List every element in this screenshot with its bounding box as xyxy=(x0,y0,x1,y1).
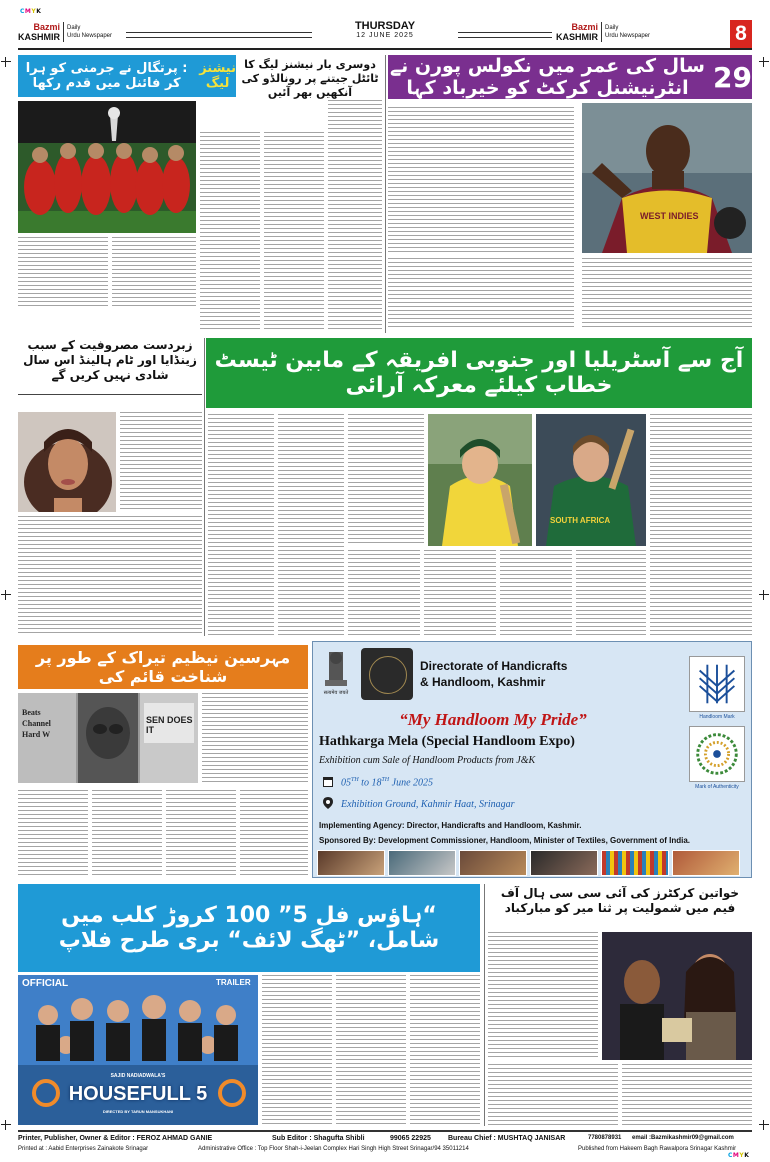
article-text xyxy=(388,107,574,255)
ad-dates: 05TH to 18TH June 2025 xyxy=(341,777,434,789)
article-text xyxy=(650,414,752,636)
product-thumbnail xyxy=(317,850,385,876)
product-thumbnail xyxy=(601,850,669,876)
brand-name: Bazmi xyxy=(33,22,60,32)
ad-sponsor: Sponsored By: Development Commissioner, Handloom, Minister of Textiles, Government of India. xyxy=(319,836,691,845)
emblem-caption: सत्यमेव जयते xyxy=(323,690,349,696)
hall-of-fame-headline: خواتین کرکٹرز کی آئی سی سی ہال آف فیم میں شمولیت پر ثنا میر کو مبارکباد xyxy=(500,886,740,915)
article-text xyxy=(348,414,424,546)
article-text xyxy=(240,790,308,876)
product-thumbnail xyxy=(672,850,740,876)
article-text xyxy=(622,1064,752,1126)
product-thumbnail xyxy=(388,850,456,876)
article-text xyxy=(92,790,162,876)
tagline: Urdu Newspaper xyxy=(605,33,651,39)
nations-league-label: نیشنز لیگ xyxy=(199,61,236,91)
housefull-banner xyxy=(18,884,480,972)
handloom-mark-logo xyxy=(689,656,745,712)
tagline: Urdu Newspaper xyxy=(67,33,113,39)
ad-venue: Exhibition Ground, Kahmir Haat, Srinagar xyxy=(341,799,515,810)
ad-slogan: “My Handloom My Pride” xyxy=(399,710,587,729)
footer-phone: 99065 22925 xyxy=(390,1135,431,1142)
ronaldo-headline: دوسری بار نیشنز لیگ کا ٹائٹل جیتنے پر رونالڈو کی آنکھیں بھر آئیں xyxy=(241,58,379,99)
footer-published: Published from Hakeem Bagh Rawalpora Srinagar Kashmir xyxy=(578,1146,737,1152)
article-text xyxy=(18,790,88,876)
article-text xyxy=(202,693,308,785)
footer-office: Administrative Office : Top Floor Shah-i-Jeelan Complex Hari Singh High Street Srinagar/94 35011214 xyxy=(198,1146,469,1152)
pooran-age-number: 29 xyxy=(713,60,752,94)
footer-email: email :Bazmikashmir09@gmail.com xyxy=(632,1135,734,1141)
poster-text: Beats Channel Hard W xyxy=(22,708,51,739)
calendar-icon xyxy=(323,775,333,787)
pooran-headline-banner xyxy=(388,55,752,99)
article-text xyxy=(388,258,574,328)
crop-mark xyxy=(759,57,769,67)
crop-mark xyxy=(1,57,11,67)
footer-bureau: Bureau Chief : MUSHTAQ JANISAR xyxy=(448,1135,566,1142)
poster-caption: SEN DOES IT xyxy=(146,715,193,735)
ad-implementing-agency: Implementing Agency: Director, Handicrafts and Handloom, Kashmir. xyxy=(319,821,582,830)
product-thumbnail xyxy=(530,850,598,876)
article-text xyxy=(18,237,108,309)
article-text xyxy=(500,550,572,636)
masthead-right xyxy=(556,22,650,42)
masthead-left xyxy=(18,22,112,42)
jersey-text: WEST INDIES xyxy=(640,211,699,221)
footer-subeditor: Sub Editor : Shagufta Shibli xyxy=(272,1135,365,1142)
poster-title: HOUSEFULL 5 xyxy=(68,1083,208,1105)
footer-phone: 7780878931 xyxy=(588,1135,622,1141)
authenticity-mark-caption: Mark of Authenticity xyxy=(695,784,739,790)
article-text xyxy=(278,414,344,636)
article-text xyxy=(200,132,260,330)
test-final-headline: آج سے آسٹریلیا اور جنوبی افریقہ کے مابین ٹیسٹ خطاب کیلئے معرکہ آرائی xyxy=(214,348,744,398)
article-text xyxy=(18,516,202,636)
article-text xyxy=(120,412,202,512)
poster-trailer-label: TRAILER xyxy=(216,978,251,987)
column-rule xyxy=(484,884,485,1126)
page-header xyxy=(18,20,752,50)
portugal-team-photo xyxy=(18,101,196,233)
nations-league-headline: : پرتگال نے جرمنی کو ہرا کر فائنل میں قدم رکھا xyxy=(25,61,188,91)
brand-name: Bazmi xyxy=(571,22,598,32)
article-text xyxy=(410,975,480,1125)
cmyk-mark: CMYK xyxy=(728,1152,750,1159)
test-final-banner xyxy=(206,338,752,408)
tagline: Daily xyxy=(605,25,619,31)
brand-name: KASHMIR xyxy=(556,32,598,42)
section-rule xyxy=(18,394,202,395)
article-text xyxy=(424,550,496,636)
article-text xyxy=(336,975,406,1125)
article-text xyxy=(576,550,646,636)
jersey-text: SOUTH AFRICA xyxy=(550,516,611,525)
article-text xyxy=(112,237,196,309)
crop-mark xyxy=(1,590,11,600)
date-box xyxy=(318,20,452,39)
header-rule xyxy=(458,32,552,38)
swimmer-banner xyxy=(18,645,308,689)
handloom-advertisement[interactable] xyxy=(312,641,752,878)
cmyk-mark: CMYK xyxy=(20,8,42,15)
handloom-mark-caption: Handloom Mark xyxy=(699,714,735,720)
footer-printer: Printer, Publisher, Owner & Editor : FEROZ AHMAD GANIE xyxy=(18,1135,213,1142)
article-text xyxy=(582,258,752,328)
article-text xyxy=(328,100,382,330)
page-number: 8 xyxy=(730,20,752,48)
header-rule xyxy=(126,32,312,38)
column-rule xyxy=(385,55,386,333)
issue-day: THURSDAY xyxy=(354,20,416,32)
ad-event-title: Hathkarga Mela (Special Handloom Expo) xyxy=(319,734,575,749)
ad-subtitle: Exhibition cum Sale of Handloom Products from J&K xyxy=(319,755,536,766)
article-text xyxy=(348,550,420,636)
zendaya-headline: زبردست مصروفیت کے سبب زینڈایا اور ٹام ہالینڈ اس سال شادی نہیں کریں گے xyxy=(23,338,197,382)
directorate-seal-icon xyxy=(361,648,413,700)
housefull-poster xyxy=(18,975,258,1125)
housefull-headline: “ہاؤس فل 5” 100 کروڑ کلب میں شامل، ”ٹھگ لائف“ بری طرح فلاپ xyxy=(58,903,440,953)
national-emblem-icon xyxy=(319,648,353,700)
crop-mark xyxy=(759,590,769,600)
hall-of-fame-photo xyxy=(602,932,752,1060)
poster-credit: SAJID NADIADWALA'S xyxy=(110,1073,166,1079)
directorate-name: Directorate of Handicrafts & Handloom, Kashmir xyxy=(420,659,568,689)
poster-official-label: OFFICIAL xyxy=(22,978,69,989)
product-thumbnail xyxy=(459,850,527,876)
tagline: Daily xyxy=(67,25,81,31)
column-rule xyxy=(204,338,205,636)
pooran-headline: سال کی عمر میں نکولس پورن نے انٹرنیشنل کرکٹ کو خیرباد کہا xyxy=(390,55,705,99)
australia-batter-photo xyxy=(428,414,532,546)
poster-director: DIRECTED BY TARUN MANSUKHANI xyxy=(102,1109,174,1114)
swimmer-poster-photo xyxy=(18,693,198,783)
authenticity-mark-logo xyxy=(689,726,745,782)
pooran-photo xyxy=(582,103,752,253)
ad-product-thumbnails xyxy=(317,850,740,876)
brand-name: KASHMIR xyxy=(18,32,60,42)
location-pin-icon xyxy=(323,797,333,809)
article-text xyxy=(488,932,598,1060)
article-text xyxy=(208,414,274,636)
nations-league-banner xyxy=(18,55,236,97)
article-text xyxy=(262,975,332,1125)
crop-mark xyxy=(1,1120,11,1130)
south-africa-batter-photo xyxy=(536,414,646,546)
article-text xyxy=(488,1064,618,1126)
article-text xyxy=(166,790,236,876)
footer-printed-at: Printed at : Aabid Enterprises Zainakote Srinagar xyxy=(18,1146,149,1152)
article-text xyxy=(264,132,324,330)
page-footer xyxy=(18,1130,752,1154)
crop-mark xyxy=(759,1120,769,1130)
swimmer-headline: مہرسین نیظیم تیراک کے طور پر شناخت قائم کی xyxy=(35,648,291,686)
zendaya-photo xyxy=(18,412,116,512)
issue-date: 12 JUNE 2025 xyxy=(356,32,414,39)
